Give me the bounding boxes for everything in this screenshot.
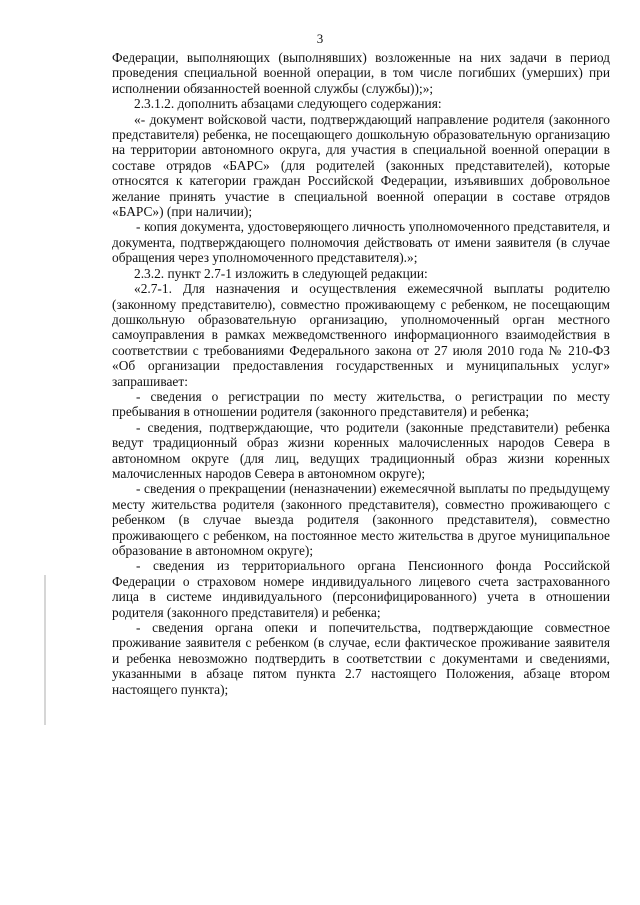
- paragraph-bars-document: «- документ войсковой части, подтверждающий направление родителя (законного представителя) ребенка, не посещающего дошкольную образовательную организацию на территории автономного округа, для участия в специальной военной операции в составе отрядов «БАРС» (для родителей (законных представителей), которые относятся к категории граждан Российской Федерации, изъявивших добровольное желание принять участие в специальной военной операции в составе отрядов «БАРС») (при наличии);: [112, 111, 610, 220]
- paragraph-clause-2-3-1-2: 2.3.1.2. дополнить абзацами следующего содержания:: [134, 96, 442, 112]
- paragraph-representative-copy: - копия документа, удостоверяющего личность уполномоченного представителя, и документа, подтверждающего полномочия действовать от имени заявителя (в случае обращения через уполномоченного представителя).»;: [112, 219, 610, 266]
- document-text: [112, 50, 610, 697]
- list-item-registration: - сведения о регистрации по месту жительства, о регистрации по месту пребывания в отношении родителя (законного представителя) и ребенка;: [112, 388, 610, 420]
- list-item-traditional-lifestyle: - сведения, подтверждающие, что родители (законные представители) ребенка ведут традиционный образ жизни коренных малочисленных народов Севера в автономном округе (для лиц, ведущих традиционный образ жизни коренных малочисленных народов Севера в автономном округе);: [112, 419, 610, 481]
- paragraph-clause-2-3-2: 2.3.2. пункт 2.7-1 изложить в следующей редакции:: [134, 265, 428, 281]
- paragraph-clause-2-7-1: «2.7-1. Для назначения и осуществления ежемесячной выплаты родителю (законному представителю), совместно проживающему с ребенком, не посещающим дошкольную образовательную организацию, уполномоченный орган местного самоуправления в рамках межведомственного информационного взаимодействия в соответствии с требованиями Федерального закона от 27 июля 2010 года № 210-ФЗ «Об организации предоставления государственных и муниципальных услуг» запрашивает:: [112, 281, 610, 389]
- paragraph-continuation: Федерации, выполняющих (выполнявших) возложенные на них задачи в период проведения специальной военной операции, в том числе погибших (умерших) при исполнении обязанностей военной службы (службы));»;: [112, 50, 610, 96]
- page-number: 3: [316, 31, 324, 46]
- list-item-payment-termination: - сведения о прекращении (неназначении) ежемесячной выплаты по предыдущему месту жительства родителя (законного представителя), совместно проживающего с ребенком (в случае выезда родителя (законного представителя), совместно проживающего с ребенком, на постоянное место жительства в другое муниципальное образование в автономном округе);: [112, 481, 610, 558]
- scan-margin-mark: [44, 575, 46, 725]
- list-item-guardianship: - сведения органа опеки и попечительства, подтверждающие совместное проживание заявителя с ребенком (в случае, если фактическое проживание заявителя и ребенка невозможно подтвердить в соответствии с документами и сведениями, указанными в абзаце пятом пункта 2.7 настоящего Положения, абзаце втором настоящего пункта);: [112, 620, 610, 697]
- list-item-pension-fund: - сведения из территориального органа Пенсионного фонда Российской Федерации о страховом номере индивидуального лицевого счета застрахованного лица в системе индивидуального (персонифицированного) учета в отношении родителя (законного представителя) и ребенка;: [112, 558, 610, 620]
